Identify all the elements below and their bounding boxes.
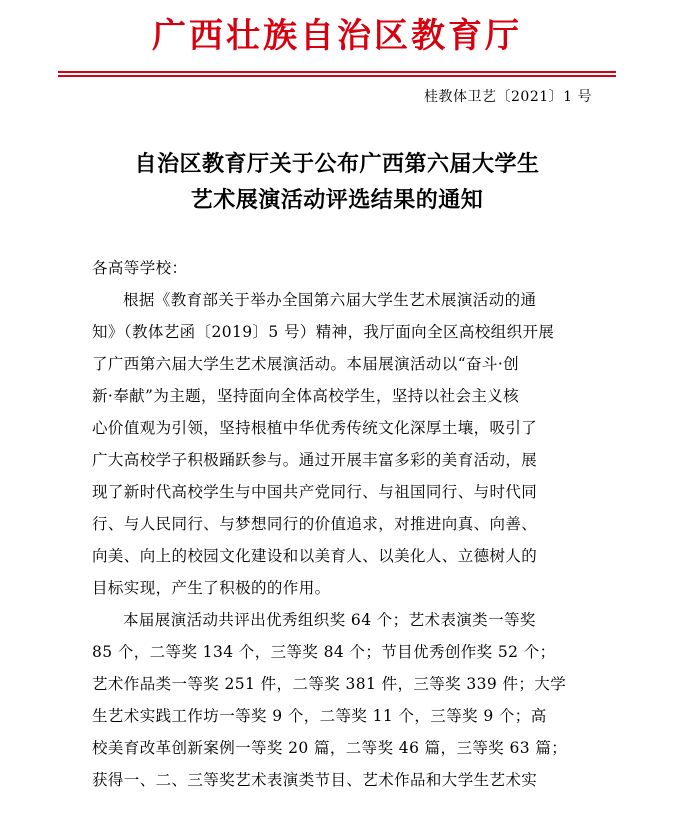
paragraph-line: 知》（教体艺函〔2019〕5 号）精神，我厅面向全区高校组织开展 bbox=[92, 323, 555, 341]
paragraph-line: 现了新时代高校学生与中国共产党同行、与祖国同行、与时代同 bbox=[92, 483, 538, 501]
paragraph-line: 获得一、二、三等奖艺术表演类节目、艺术作品和大学生艺术实 bbox=[92, 771, 538, 789]
paragraph-line: 85 个，二等奖 134 个，三等奖 84 个；节目优秀创作奖 52 个； bbox=[92, 643, 556, 661]
paragraph-line: 艺术作品类一等奖 251 件，二等奖 381 件，三等奖 339 件；大学 bbox=[92, 675, 567, 693]
paragraph-line: 新·奉献”为主题，坚持面向全体高校学生，坚持以社会主义核 bbox=[92, 387, 520, 405]
document-title-line-1: 自治区教育厅关于公布广西第六届大学生 bbox=[134, 151, 540, 177]
letterhead-red-line-top bbox=[58, 71, 616, 73]
document-body bbox=[92, 252, 602, 796]
paragraph-line: 广大高校学子积极踊跃参与。通过开展丰富多彩的美育活动，展 bbox=[92, 451, 538, 469]
paragraph-line: 生艺术实践工作坊一等奖 9 个，二等奖 11 个，三等奖 9 个；高 bbox=[92, 707, 547, 725]
paragraph-line: 本届展演活动共评出优秀组织奖 64 个；艺术表演类一等奖 bbox=[123, 611, 536, 629]
paragraph-line: 了广西第六届大学生艺术展演活动。本届展演活动以“奋斗·创 bbox=[92, 355, 520, 373]
letterhead bbox=[0, 0, 674, 72]
letterhead-title: 广西壮族自治区教育厅 bbox=[152, 16, 522, 56]
paragraph-line: 校美育改革创新案例一等奖 20 篇，二等奖 46 篇，三等奖 63 篇； bbox=[92, 739, 568, 757]
addressee: 各高等学校： bbox=[92, 259, 188, 277]
document-number: 桂教体卫艺〔2021〕1 号 bbox=[424, 89, 592, 105]
paragraph-line: 根据《教育部关于举办全国第六届大学生艺术展演活动的通 bbox=[123, 291, 537, 309]
paragraph-line: 行、与人民同行、与梦想同行的价值追求，对推进向真、向善、 bbox=[92, 515, 538, 533]
document-title-line-2: 艺术展演活动评选结果的通知 bbox=[190, 187, 484, 213]
paragraph-line: 目标实现，产生了积极的的作用。 bbox=[92, 579, 331, 597]
paragraph-line: 心价值观为引领，坚持根植中华优秀传统文化深厚土壤，吸引了 bbox=[92, 419, 538, 437]
letterhead-red-line-bottom bbox=[58, 75, 616, 77]
paragraph-line: 向美、向上的校园文化建设和以美育人、以美化人、立德树人的 bbox=[92, 547, 538, 565]
